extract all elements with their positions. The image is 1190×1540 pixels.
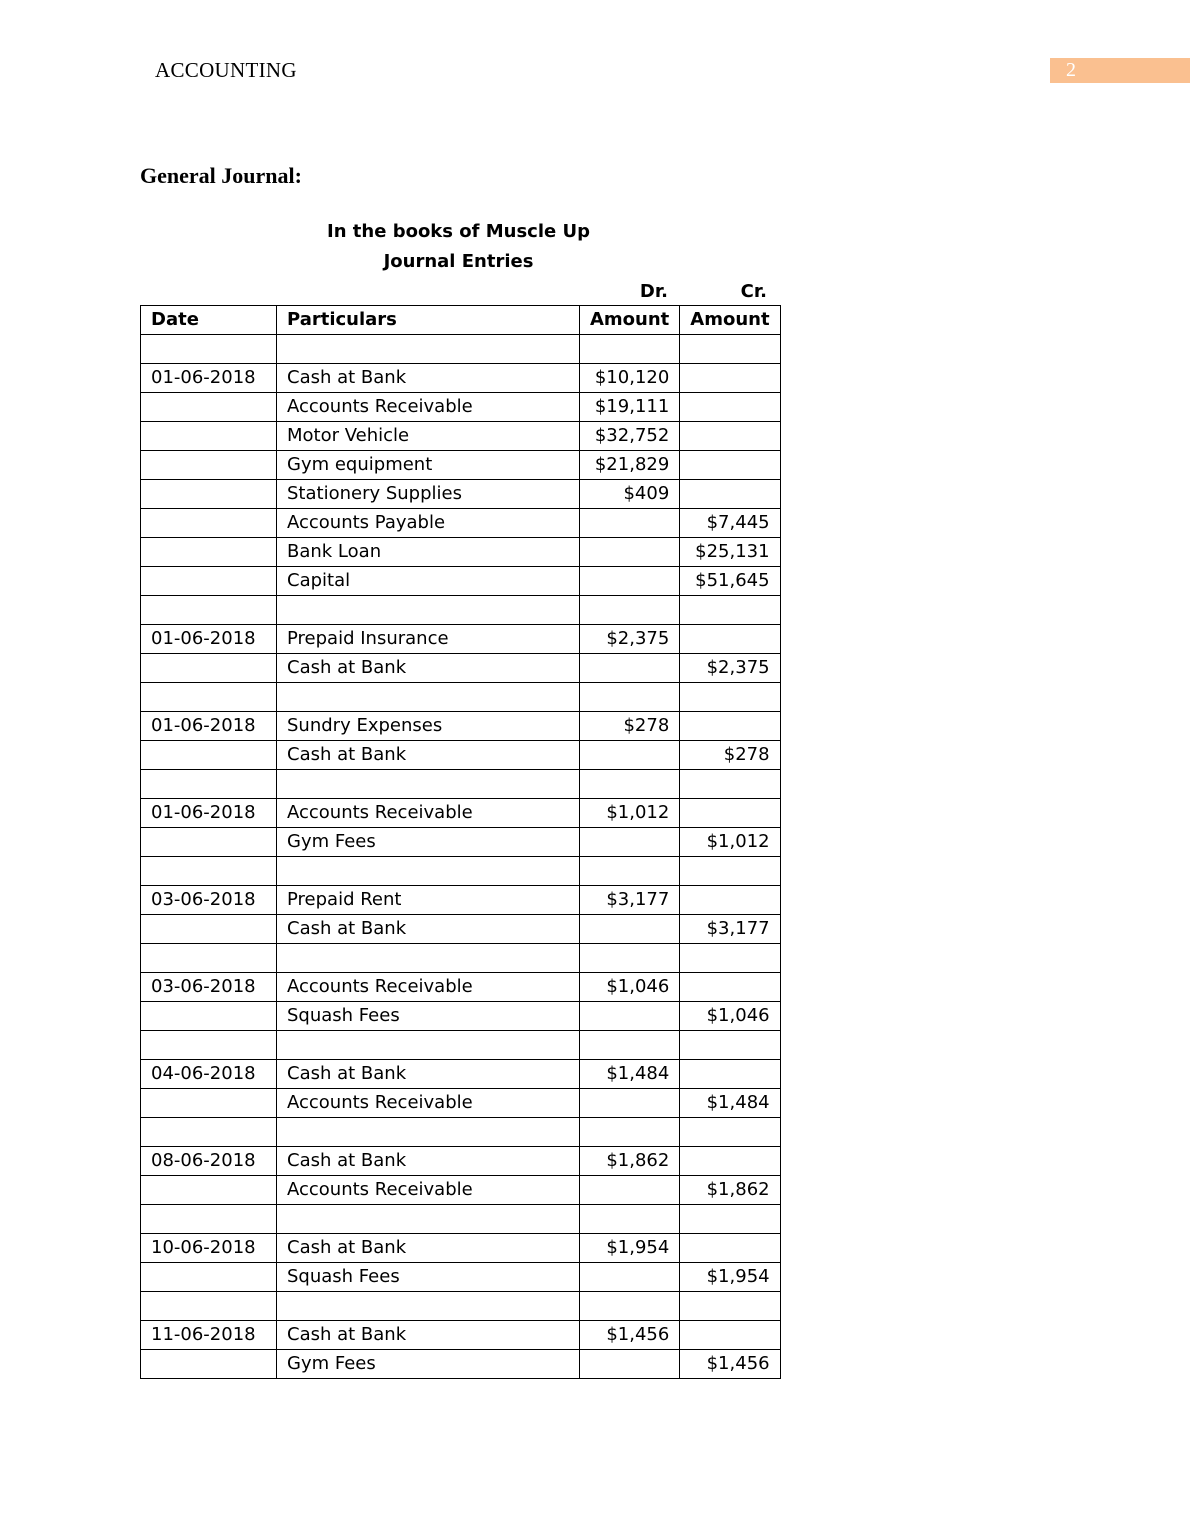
table-row bbox=[141, 422, 781, 451]
table-row bbox=[141, 1002, 781, 1031]
cr-amount-cell: $1,456 bbox=[680, 1350, 780, 1379]
particulars-cell: Gym Fees bbox=[277, 1350, 580, 1379]
table-row bbox=[141, 1031, 781, 1060]
cr-amount-cell bbox=[680, 1031, 780, 1060]
cr-amount-cell bbox=[680, 335, 780, 364]
table-row bbox=[141, 944, 781, 973]
dr-amount-cell bbox=[580, 1002, 680, 1031]
particulars-cell bbox=[277, 770, 580, 799]
cr-amount-cell bbox=[680, 944, 780, 973]
particulars-cell: Gym Fees bbox=[277, 828, 580, 857]
particulars-cell bbox=[277, 335, 580, 364]
particulars-cell: Cash at Bank bbox=[277, 741, 580, 770]
dr-amount-cell bbox=[580, 567, 680, 596]
table-row bbox=[141, 1089, 781, 1118]
date-cell: 03-06-2018 bbox=[141, 886, 277, 915]
cr-amount-cell bbox=[680, 973, 780, 1002]
dr-amount-cell bbox=[580, 335, 680, 364]
cr-amount-cell bbox=[680, 1060, 780, 1089]
date-cell: 10-06-2018 bbox=[141, 1234, 277, 1263]
table-row bbox=[141, 1176, 781, 1205]
table-row bbox=[141, 538, 781, 567]
cr-amount-cell bbox=[680, 1118, 780, 1147]
date-cell bbox=[141, 828, 277, 857]
cr-amount-cell bbox=[680, 886, 780, 915]
dr-amount-cell: $2,375 bbox=[580, 625, 680, 654]
dr-amount-cell bbox=[580, 538, 680, 567]
table-row bbox=[141, 451, 781, 480]
table-row bbox=[141, 625, 781, 654]
table-row bbox=[141, 857, 781, 886]
table-row bbox=[141, 393, 781, 422]
date-header: Date bbox=[141, 306, 277, 335]
table-row bbox=[141, 364, 781, 393]
date-cell bbox=[141, 915, 277, 944]
date-cell bbox=[141, 1118, 277, 1147]
dr-amount-cell bbox=[580, 1176, 680, 1205]
dr-amount-cell: $1,456 bbox=[580, 1321, 680, 1350]
cr-amount-cell bbox=[680, 799, 780, 828]
date-cell bbox=[141, 393, 277, 422]
date-cell bbox=[141, 1031, 277, 1060]
table-row bbox=[141, 1205, 781, 1234]
cr-amount-cell: $25,131 bbox=[680, 538, 780, 567]
particulars-cell: Accounts Receivable bbox=[277, 1176, 580, 1205]
cr-amount-cell bbox=[680, 1234, 780, 1263]
table-caption-company: In the books of Muscle Up bbox=[327, 221, 590, 242]
cr-amount-cell: $51,645 bbox=[680, 567, 780, 596]
particulars-cell: Accounts Payable bbox=[277, 509, 580, 538]
particulars-cell: Squash Fees bbox=[277, 1002, 580, 1031]
particulars-cell: Cash at Bank bbox=[277, 1147, 580, 1176]
cr-amount-header: Amount bbox=[680, 306, 780, 335]
date-cell bbox=[141, 335, 277, 364]
particulars-cell: Accounts Receivable bbox=[277, 973, 580, 1002]
date-cell: 11-06-2018 bbox=[141, 1321, 277, 1350]
date-cell bbox=[141, 1205, 277, 1234]
dr-amount-cell: $1,954 bbox=[580, 1234, 680, 1263]
dr-amount-cell: $32,752 bbox=[580, 422, 680, 451]
dr-amount-cell: $409 bbox=[580, 480, 680, 509]
dr-amount-cell: $1,484 bbox=[580, 1060, 680, 1089]
dr-amount-cell bbox=[580, 1350, 680, 1379]
table-row bbox=[141, 1263, 781, 1292]
dr-amount-cell: $1,862 bbox=[580, 1147, 680, 1176]
table-row bbox=[141, 828, 781, 857]
table-caption-title: Journal Entries bbox=[383, 251, 534, 272]
dr-amount-cell bbox=[580, 915, 680, 944]
cr-amount-cell bbox=[680, 393, 780, 422]
date-cell: 01-06-2018 bbox=[141, 712, 277, 741]
date-cell bbox=[141, 1263, 277, 1292]
cr-column-label: Cr. bbox=[740, 281, 767, 302]
date-cell bbox=[141, 1350, 277, 1379]
date-cell bbox=[141, 480, 277, 509]
date-cell bbox=[141, 741, 277, 770]
dr-amount-cell: $1,046 bbox=[580, 973, 680, 1002]
journal-table bbox=[140, 305, 781, 1379]
date-cell bbox=[141, 857, 277, 886]
cr-amount-cell bbox=[680, 1205, 780, 1234]
dr-amount-cell: $1,012 bbox=[580, 799, 680, 828]
date-cell bbox=[141, 509, 277, 538]
table-row bbox=[141, 596, 781, 625]
date-cell bbox=[141, 1002, 277, 1031]
date-cell: 01-06-2018 bbox=[141, 364, 277, 393]
header-row bbox=[141, 306, 781, 335]
date-cell bbox=[141, 654, 277, 683]
section-title: General Journal: bbox=[140, 163, 302, 188]
dr-amount-cell bbox=[580, 596, 680, 625]
cr-amount-cell: $3,177 bbox=[680, 915, 780, 944]
cr-amount-cell: $1,862 bbox=[680, 1176, 780, 1205]
particulars-cell: Cash at Bank bbox=[277, 654, 580, 683]
dr-amount-cell bbox=[580, 1292, 680, 1321]
dr-amount-cell bbox=[580, 741, 680, 770]
dr-amount-cell bbox=[580, 1263, 680, 1292]
cr-amount-cell: $1,484 bbox=[680, 1089, 780, 1118]
table-row bbox=[141, 770, 781, 799]
page-number-badge bbox=[1050, 58, 1190, 83]
cr-amount-cell: $1,046 bbox=[680, 1002, 780, 1031]
date-cell: 08-06-2018 bbox=[141, 1147, 277, 1176]
particulars-cell bbox=[277, 1118, 580, 1147]
dr-amount-cell bbox=[580, 1089, 680, 1118]
particulars-cell bbox=[277, 683, 580, 712]
particulars-cell: Stationery Supplies bbox=[277, 480, 580, 509]
date-cell bbox=[141, 567, 277, 596]
particulars-cell: Cash at Bank bbox=[277, 364, 580, 393]
cr-amount-cell bbox=[680, 1321, 780, 1350]
cr-amount-cell: $278 bbox=[680, 741, 780, 770]
table-row bbox=[141, 654, 781, 683]
particulars-cell: Cash at Bank bbox=[277, 1321, 580, 1350]
particulars-header: Particulars bbox=[277, 306, 580, 335]
table-row bbox=[141, 683, 781, 712]
particulars-cell bbox=[277, 857, 580, 886]
table-row bbox=[141, 799, 781, 828]
dr-amount-cell bbox=[580, 828, 680, 857]
dr-amount-cell bbox=[580, 770, 680, 799]
particulars-cell bbox=[277, 1292, 580, 1321]
cr-amount-cell bbox=[680, 422, 780, 451]
table-row bbox=[141, 1350, 781, 1379]
journal-table-header bbox=[141, 306, 781, 335]
table-row bbox=[141, 1234, 781, 1263]
table-row bbox=[141, 1292, 781, 1321]
dr-amount-cell bbox=[580, 857, 680, 886]
date-cell: 01-06-2018 bbox=[141, 799, 277, 828]
dr-column-label: Dr. bbox=[639, 281, 668, 302]
date-cell bbox=[141, 770, 277, 799]
cr-amount-cell bbox=[680, 712, 780, 741]
date-cell bbox=[141, 1089, 277, 1118]
date-cell bbox=[141, 596, 277, 625]
cr-amount-cell: $1,954 bbox=[680, 1263, 780, 1292]
cr-amount-cell bbox=[680, 596, 780, 625]
dr-amount-cell bbox=[580, 654, 680, 683]
date-cell bbox=[141, 1176, 277, 1205]
cr-amount-cell: $7,445 bbox=[680, 509, 780, 538]
dr-amount-cell bbox=[580, 1031, 680, 1060]
date-cell bbox=[141, 683, 277, 712]
dr-amount-cell bbox=[580, 683, 680, 712]
dr-amount-cell: $3,177 bbox=[580, 886, 680, 915]
table-row bbox=[141, 973, 781, 1002]
particulars-cell: Prepaid Insurance bbox=[277, 625, 580, 654]
cr-amount-cell bbox=[680, 364, 780, 393]
table-row bbox=[141, 567, 781, 596]
cr-amount-cell bbox=[680, 770, 780, 799]
table-row bbox=[141, 480, 781, 509]
particulars-cell: Motor Vehicle bbox=[277, 422, 580, 451]
particulars-cell: Cash at Bank bbox=[277, 1060, 580, 1089]
particulars-cell: Gym equipment bbox=[277, 451, 580, 480]
particulars-cell: Bank Loan bbox=[277, 538, 580, 567]
table-row bbox=[141, 1321, 781, 1350]
dr-amount-cell bbox=[580, 944, 680, 973]
date-cell bbox=[141, 422, 277, 451]
particulars-cell: Capital bbox=[277, 567, 580, 596]
running-head: ACCOUNTING bbox=[155, 58, 297, 82]
journal-table-body bbox=[141, 335, 781, 1379]
table-row bbox=[141, 712, 781, 741]
table-row bbox=[141, 741, 781, 770]
cr-amount-cell bbox=[680, 625, 780, 654]
dr-amount-cell: $10,120 bbox=[580, 364, 680, 393]
date-cell: 03-06-2018 bbox=[141, 973, 277, 1002]
cr-amount-cell bbox=[680, 683, 780, 712]
date-cell bbox=[141, 944, 277, 973]
date-cell: 04-06-2018 bbox=[141, 1060, 277, 1089]
page-number: 2 bbox=[1066, 59, 1076, 81]
table-row bbox=[141, 335, 781, 364]
table-row bbox=[141, 886, 781, 915]
table-row bbox=[141, 1147, 781, 1176]
dr-amount-header: Amount bbox=[580, 306, 680, 335]
particulars-cell: Accounts Receivable bbox=[277, 799, 580, 828]
cr-amount-cell bbox=[680, 857, 780, 886]
particulars-cell bbox=[277, 1205, 580, 1234]
date-cell bbox=[141, 1292, 277, 1321]
table-row bbox=[141, 1118, 781, 1147]
dr-amount-cell bbox=[580, 1205, 680, 1234]
cr-amount-cell: $1,012 bbox=[680, 828, 780, 857]
cr-amount-cell bbox=[680, 1292, 780, 1321]
cr-amount-cell bbox=[680, 451, 780, 480]
table-row bbox=[141, 509, 781, 538]
particulars-cell: Cash at Bank bbox=[277, 915, 580, 944]
particulars-cell bbox=[277, 1031, 580, 1060]
dr-amount-cell: $21,829 bbox=[580, 451, 680, 480]
dr-amount-cell bbox=[580, 509, 680, 538]
particulars-cell bbox=[277, 596, 580, 625]
table-row bbox=[141, 1060, 781, 1089]
cr-amount-cell bbox=[680, 480, 780, 509]
particulars-cell: Accounts Receivable bbox=[277, 393, 580, 422]
cr-amount-cell bbox=[680, 1147, 780, 1176]
particulars-cell bbox=[277, 944, 580, 973]
cr-amount-cell: $2,375 bbox=[680, 654, 780, 683]
table-row bbox=[141, 915, 781, 944]
particulars-cell: Squash Fees bbox=[277, 1263, 580, 1292]
date-cell: 01-06-2018 bbox=[141, 625, 277, 654]
date-cell bbox=[141, 538, 277, 567]
particulars-cell: Cash at Bank bbox=[277, 1234, 580, 1263]
dr-amount-cell: $19,111 bbox=[580, 393, 680, 422]
particulars-cell: Accounts Receivable bbox=[277, 1089, 580, 1118]
particulars-cell: Prepaid Rent bbox=[277, 886, 580, 915]
date-cell bbox=[141, 451, 277, 480]
particulars-cell: Sundry Expenses bbox=[277, 712, 580, 741]
dr-amount-cell bbox=[580, 1118, 680, 1147]
dr-amount-cell: $278 bbox=[580, 712, 680, 741]
